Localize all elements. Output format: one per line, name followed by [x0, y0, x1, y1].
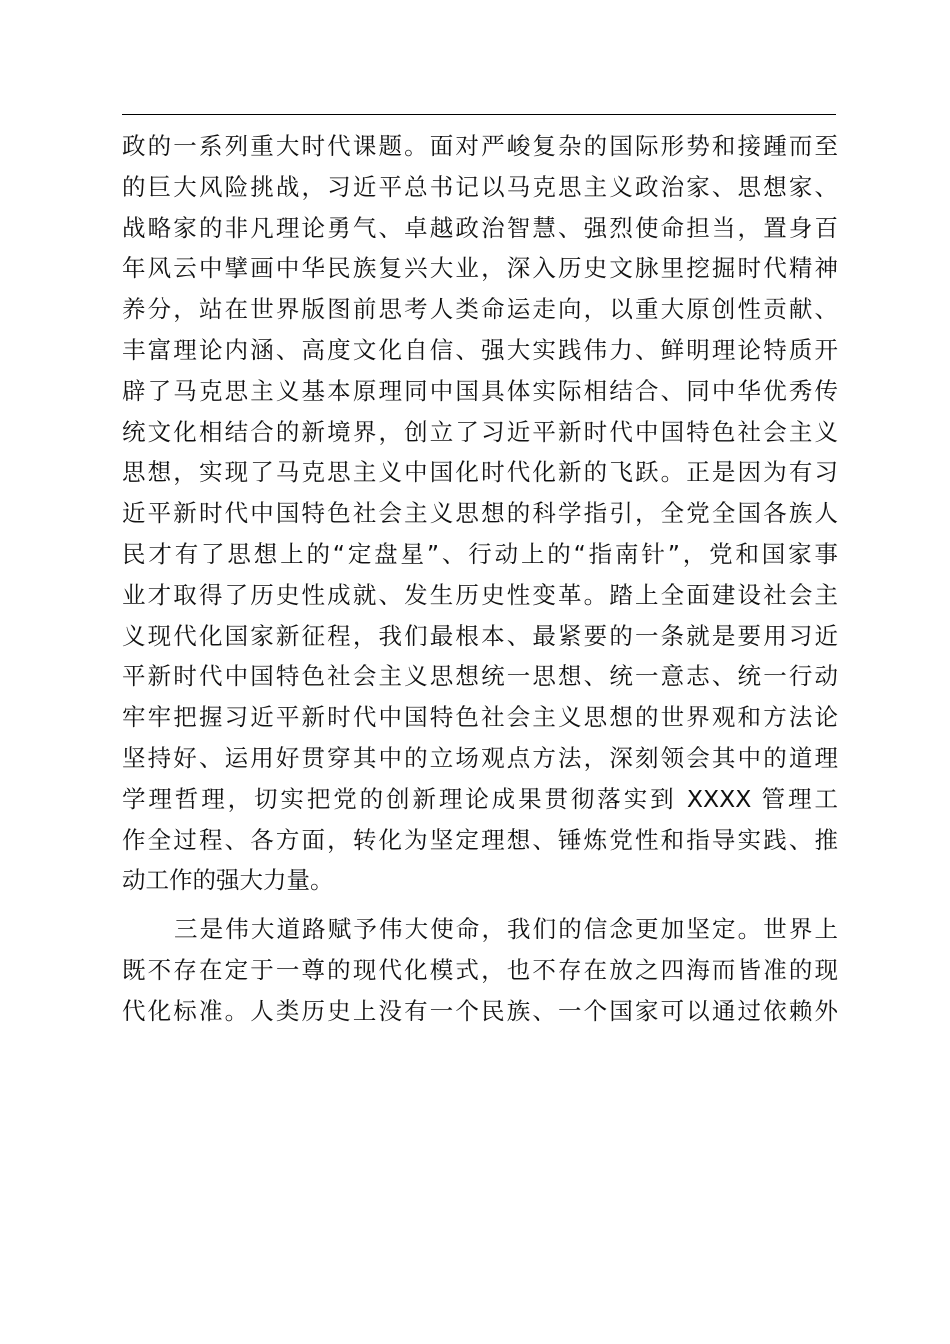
text-line: 思想，实现了马克思主义中国化时代化新的飞跃。正是因为有习	[122, 458, 838, 487]
document-body	[122, 126, 838, 1032]
text-line: 政的一系列重大时代课题。面对严峻复杂的国际形势和接踵而至	[122, 132, 838, 160]
text-line: 辟了马克思主义基本原理同中国具体实际相结合、同中华优秀传	[122, 376, 838, 405]
text-line: 统文化相结合的新境界，创立了习近平新时代中国特色社会主义	[122, 417, 838, 446]
text-line: 学理哲理，切实把党的创新理论成果贯彻落实到 XXXX 管理工	[122, 784, 838, 813]
paragraph-1	[122, 126, 838, 901]
text-line: 牢牢把握习近平新时代中国特色社会主义思想的世界观和方法论	[122, 703, 838, 732]
text-line: 年风云中擘画中华民族复兴大业，深入历史文脉里挖掘时代精神	[122, 254, 838, 283]
text-line: 丰富理论内涵、高度文化自信、强大实践伟力、鲜明理论特质开	[122, 335, 838, 364]
text-line: 业才取得了历史性成就、发生历史性变革。踏上全面建设社会主	[122, 580, 838, 609]
header-rule	[122, 114, 836, 115]
paragraph-2	[122, 909, 838, 1031]
text-line: 动工作的强大力量。	[122, 866, 334, 895]
text-line: 义现代化国家新征程，我们最根本、最紧要的一条就是要用习近	[122, 621, 838, 650]
text-line: 平新时代中国特色社会主义思想统一思想、统一意志、统一行动	[122, 662, 838, 691]
text-line: 既不存在定于一尊的现代化模式，也不存在放之四海而皆准的现	[122, 955, 838, 984]
text-line: 养分，站在世界版图前思考人类命运走向，以重大原创性贡献、	[122, 295, 838, 324]
text-line: 作全过程、各方面，转化为坚定理想、锤炼党性和指导实践、推	[122, 825, 838, 854]
text-line: 三是伟大道路赋予伟大使命，我们的信念更加坚定。世界上	[174, 915, 838, 944]
text-line: 战略家的非凡理论勇气、卓越政治智慧、强烈使命担当，置身百	[122, 213, 838, 242]
text-line: 代化标准。人类历史上没有一个民族、一个国家可以通过依赖外	[122, 996, 838, 1025]
paragraph-gap	[122, 901, 838, 909]
text-line: 的巨大风险挑战，习近平总书记以马克思主义政治家、思想家、	[122, 172, 838, 201]
text-line: 坚持好、运用好贯穿其中的立场观点方法，深刻领会其中的道理	[122, 743, 838, 772]
text-line: 近平新时代中国特色社会主义思想的科学指引，全党全国各族人	[122, 499, 838, 528]
text-line: 民才有了思想上的“定盘星”、行动上的“指南针”，党和国家事	[122, 539, 838, 568]
